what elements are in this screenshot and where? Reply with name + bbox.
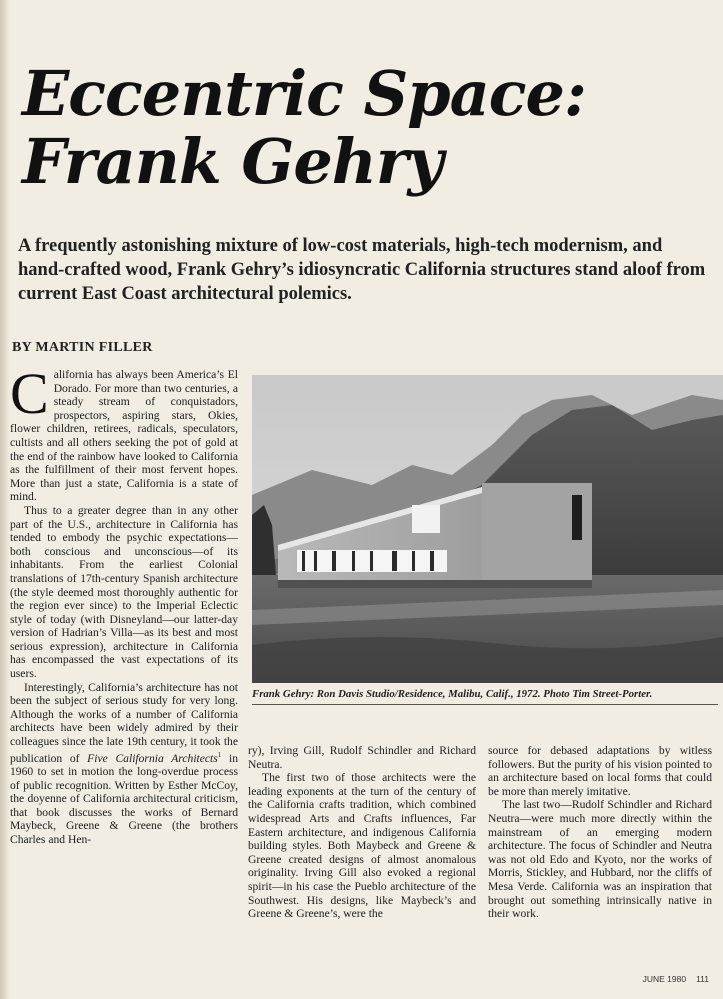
caption-rule xyxy=(252,704,718,705)
paragraph-2: Thus to a greater degree than in any other part of the U.S., architecture in California has tended to embody the psychic expectations—both conscious and unconscious—of its inhabitants. From the earliest Colonial translations of 17th-century Spanish architecture (the style deemed most thoroughly authentic for the region ever since) to the Imperial Eclectic style of today (with Disneyland—our latter-day version of Hadrian’s Villa—as its best and most serious expression), architecture in California has encompassed the vast expectations of its users. xyxy=(10,503,238,681)
paragraph-3 xyxy=(10,681,238,847)
article-dek: A frequently astonishing mixture of low-cost materials, high-tech modernism, and hand-crafted wood, Frank Gehry’s idiosyncratic California structures stand aloof from current East Coast architectural polemics. xyxy=(18,236,706,304)
paragraph-3-text-b: in 1960 to set in motion the long-overdue process of public recognition. Written by Esther McCoy, the doyenne of California architectural criticism, that book discusses the works of Bernard Maybeck, Greene & Greene (the brothers Charles and Hen- xyxy=(10,751,238,847)
paragraph-4: ry), Irving Gill, Rudolf Schindler and Richard Neutra. xyxy=(248,744,476,771)
paragraph-5: The first two of those architects were the leading exponents at the turn of the century of the California crafts tradition, which combined widespread Arts and Crafts influences, Far Eastern architecture, and indigenous California building styles. Both Maybeck and Greene & Greene created designs of almost anomalous originality. Irving Gill also evoked a regional spirit—in his case the Pueblo architecture of the Southwest. His designs, like Maybeck’s and Greene & Greene’s, were the xyxy=(248,771,476,921)
article-title xyxy=(22,57,702,198)
footnote-marker: 1 xyxy=(217,750,222,759)
byline: BY MARTIN FILLER xyxy=(12,340,153,355)
body-column-1 xyxy=(10,368,238,968)
issue-date: JUNE 1980 xyxy=(642,974,687,984)
paragraph-1 xyxy=(10,368,238,504)
paragraph-1-text: alifornia has always been America’s El Dorado. For more than two centuries, a steady stream of conquistadors, prospectors, aspiring stars, Okies, flower children, retirees, radicals, speculators, cultists and all others seeking the pot of gold at the end of the rainbow have looked to California as the fulfillment of their most fervent hopes. More than just a state, California is a state of mind. xyxy=(10,368,238,504)
drop-cap: C xyxy=(10,368,49,426)
paragraph-3-text-a: Interestingly, California’s architecture has not been the subject of serious study for very long. Although the works of a number of California architects have been widely admired by their colleagues since the late 19th century, it took the publication of xyxy=(10,680,238,765)
body-column-3 xyxy=(488,744,712,970)
page-folio xyxy=(633,974,709,984)
paragraph-7: The last two—Rudolf Schindler and Richard Neutra—were much more directly within the mainstream of an emerging modern architecture. The focus of Schindler and Neutra was not old Edo and Kyoto, nor the works of Morris, Stickley, and Hubbard, nor the cliffs of Mesa Verde. California was an inspiration that brought out something intrinsically native in their work. xyxy=(488,798,712,921)
paragraph-6: source for debased adaptations by witless followers. But the purity of his vision pointed to an architecture based on local forms that could be more than merely imitative. xyxy=(488,744,712,798)
photo-caption: Frank Gehry: Ron Davis Studio/Residence, Malibu, Calif., 1972. Photo Tim Street-Porter. xyxy=(252,688,653,700)
house-photo xyxy=(252,375,723,683)
page-number: 111 xyxy=(696,974,709,984)
title-line-2: Frank Gehry xyxy=(22,125,443,198)
binding-shadow xyxy=(0,0,10,999)
title-line-1: Eccentric Space: xyxy=(22,57,586,130)
malibu-residence-image xyxy=(252,375,723,683)
body-column-2 xyxy=(248,744,476,970)
book-title: Five California Architects xyxy=(87,751,218,765)
